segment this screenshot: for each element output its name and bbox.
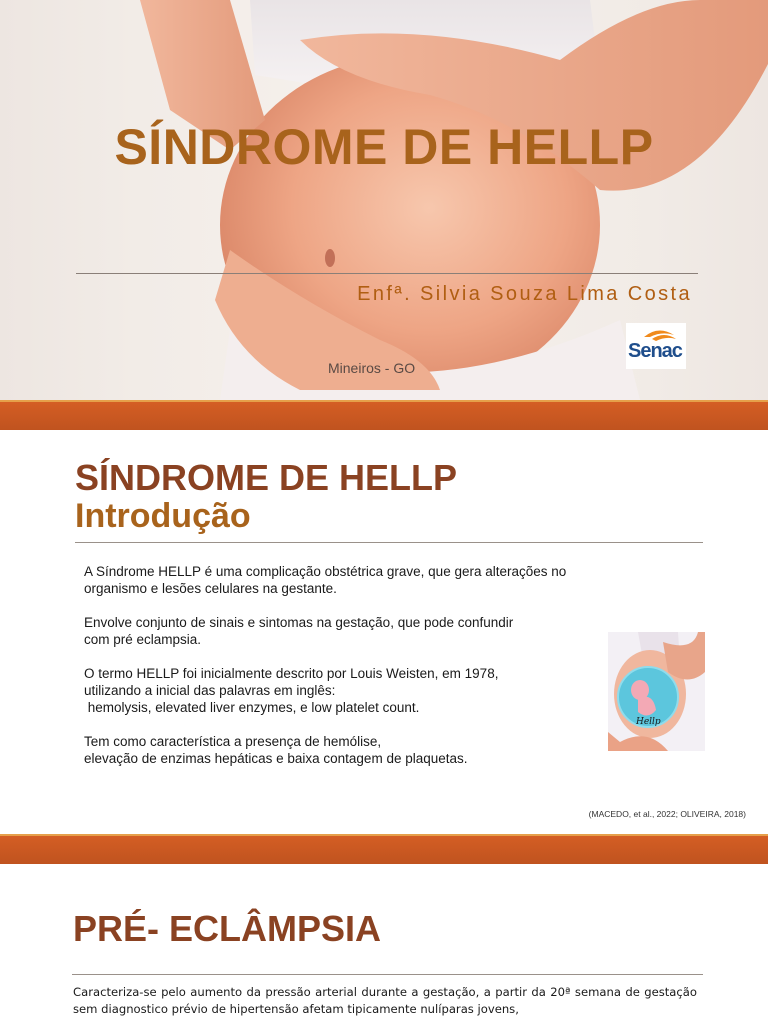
paragraph — [84, 563, 624, 597]
slide1-location: Mineiros - GO — [328, 360, 416, 376]
text-line: utilizando a inicial das palavras em inglês: — [84, 683, 336, 698]
pregnancy-illustration — [608, 632, 705, 751]
senac-logo — [626, 323, 686, 369]
illustration-caption: Hellp — [636, 717, 661, 727]
text-line: com pré eclampsia. — [84, 632, 202, 647]
paragraph — [84, 614, 624, 648]
slide2-divider — [75, 542, 703, 543]
paragraph — [84, 733, 624, 767]
slide1-divider — [76, 273, 698, 274]
slide-separator-2 — [0, 834, 768, 864]
paragraph — [84, 665, 624, 716]
slide2-reference: (MACEDO, et al., 2022; OLIVEIRA, 2018) — [588, 809, 746, 819]
slide3-title: PRÉ- ECLÂMPSIA — [73, 908, 382, 949]
text-line: Envolve conjunto de sinais e sintomas na gestação, que pode confundir — [84, 615, 514, 630]
text-line: hemolysis, elevated liver enzymes, e low platelet count. — [84, 700, 420, 715]
text-line: Tem como característica a presença de hemólise, — [84, 734, 382, 749]
text-line: elevação de enzimas hepáticas e baixa contagem de plaquetas. — [84, 751, 468, 766]
slide3-divider — [72, 974, 703, 975]
slide2-body — [84, 563, 624, 784]
senac-logo-text: Senac — [628, 340, 682, 362]
slide-separator-1 — [0, 400, 768, 430]
text-line: O termo HELLP foi inicialmente descrito por Louis Weisten, em 1978, — [84, 666, 499, 681]
slide1-title: SÍNDROME DE HELLP — [114, 119, 654, 175]
slide2-title: SÍNDROME DE HELLP — [75, 457, 458, 498]
slide1-author: Enfª. Silvia Souza Lima Costa — [357, 283, 692, 305]
slide3-body: Caracteriza-se pelo aumento da pressão arterial durante a gestação, a partir da 20ª semana de gestação sem diagnostico prévio de hipertensão afetam tipicamente nulíparas jovens, — [73, 985, 697, 1016]
title-slide — [0, 0, 768, 400]
text-line: A Síndrome HELLP é uma complicação obstétrica grave, que gera alterações no — [84, 564, 567, 579]
slide2-subtitle: Introdução — [75, 497, 251, 535]
text-line: organismo e lesões celulares na gestante. — [84, 581, 337, 596]
